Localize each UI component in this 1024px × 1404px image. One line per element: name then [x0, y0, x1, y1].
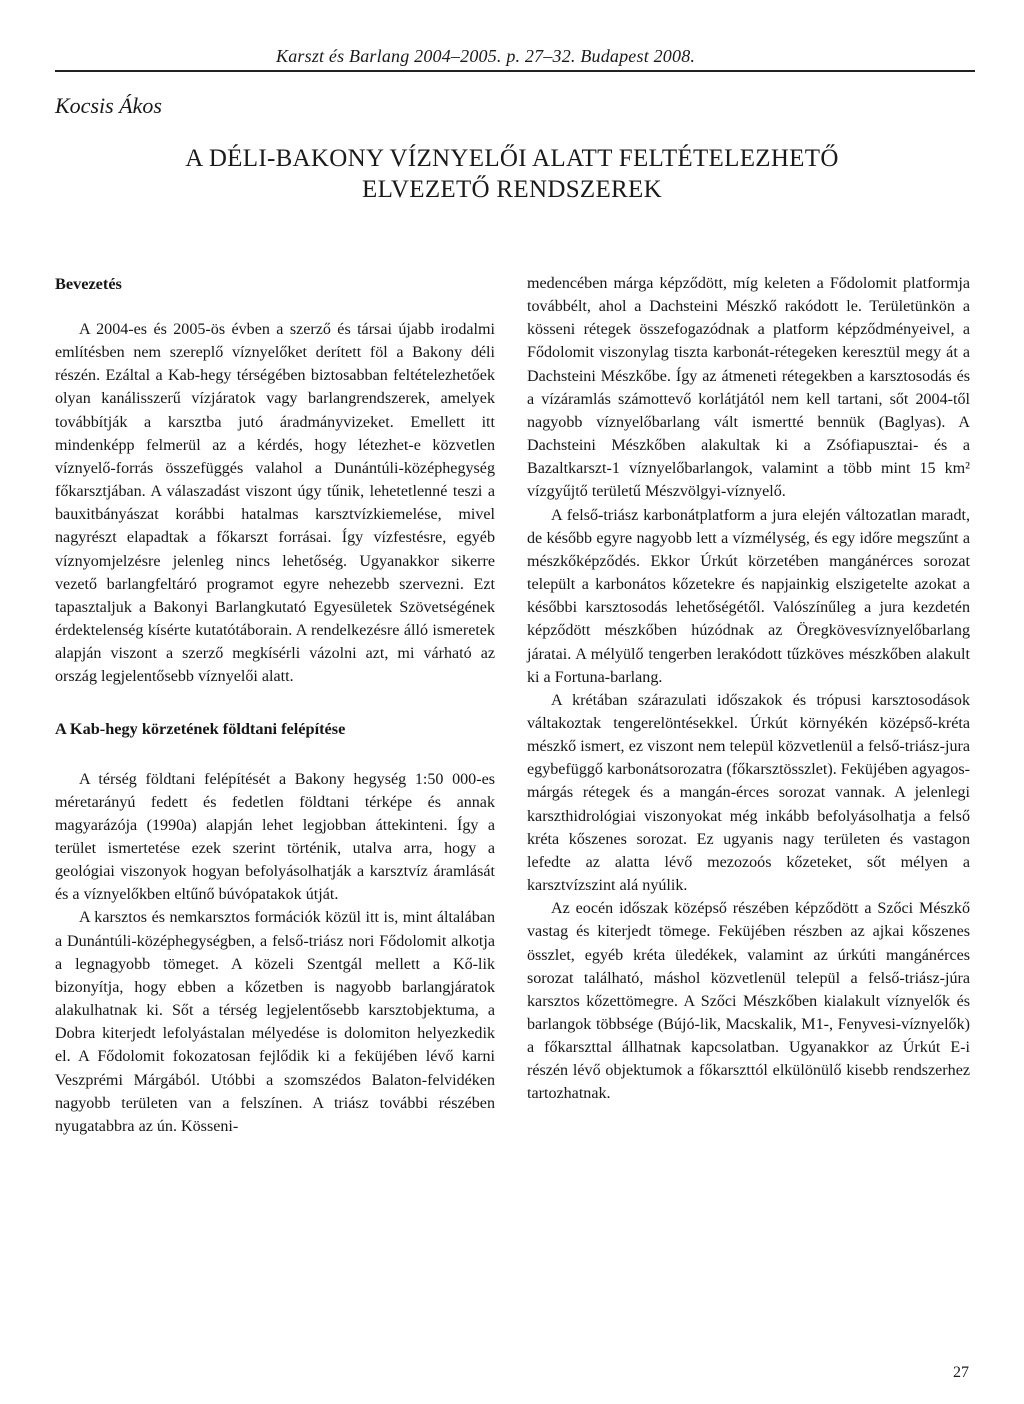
- left-column: [55, 272, 495, 1138]
- paragraph: A felső-triász karbonátplatform a jura elején változatlan maradt, de később egyre nagyobb lett a vízmélység, és egy időre megszűnt a mészkőképződés. Ekkor Úrkút körzetében mangánérces sorozat települt a karbonátos kőzetekre és napjainkig elszigetelte azokat a későbbi karsztosodás lehetőségétől. Valószínűleg a jura kezdetén képződött mészkőben húzódnak az Öregkövesvíznyelőbarlang járatai. A mélyülő tengerben lerakódott tűzköves mészkőben alakult ki a Fortuna-barlang.: [527, 506, 970, 686]
- article-title: [0, 143, 1024, 205]
- paragraph: Az eocén időszak középső részében képződött a Szőci Mészkő vastag és kiterjedt tömege. Feküjében részben az ajkai kőszenes összlet, egyéb kréta üledékek, valamint az úrkúti mangánérces sorozat található, máshol közvetlenül települ a felső-triász-júra karsztos kőzettömegre. A Szőci Mészkőben kialakult víznyelők és barlangok többsége (Bújó-lik, Macskalik, M1-, Fenyvesi-víznyelők) a főkarszttal állhatnak kapcsolatban. Ugyanakkor az Úrkút E-i részén lévő objektumok a főkarszttól elkülönülő kisebb rendszerhez tartozhatnak.: [527, 900, 970, 1103]
- section-heading-geology: A Kab-hegy körzetének földtani felépítése: [55, 718, 346, 738]
- journal-citation: Karszt és Barlang 2004–2005. p. 27–32. Budapest 2008.: [276, 46, 696, 66]
- title-line-1: A DÉLI-BAKONY VÍZNYELŐI ALATT FELTÉTELEZHETŐ: [185, 145, 839, 172]
- author-name: Kocsis Ákos: [55, 93, 162, 118]
- paragraph: A 2004-es és 2005-ös évben a szerző és társai újabb irodalmi említésben nem szereplő víznyelőket derített föl a Bakony déli részén. Ezáltal a Kab-hegy térségében biztosabban feltételezhetőek olyan kanálisszerű vízjáratok vagy barlangrendszerek, amelyek továbbítják a karsztba jutó áradmányvizeket. Emellett itt mindenképp felmerül az a kérdés, hogy létezhet-e közvetlen víznyelő-forrás összefüggés valahol a Dunántúli-középhegység főkarsztjában. A válaszadást viszont úgy tűnik, lehetetlenné teszi a bauxitbányászat korábbi hatalmas karsztvízkiemelése, mivel nagyrészt elapadtak a főkarszt forrásai. Így vízfestésre, egyéb víznyomjelzésre jelenleg nincs lehetőség. Ugyanakkor sikerre vezető barlangfeltáró programot egyre nehezebb szervezni. Ezt tapasztaljuk a Bakonyi Barlangkutató Egyesületek Szövetségének érdektelenség kísérte kutatótáborain. A rendelkezésre álló ismeretek alapján viszont a szerző megkísérli vázolni azt, mi várható az ország legjelentősebb víznyelői alatt.: [55, 321, 495, 686]
- title-line-2: ELVEZETŐ RENDSZEREK: [362, 176, 662, 203]
- paragraph: A karsztos és nemkarsztos formációk közül itt is, mint általában a Dunántúli-középhegységben, a felső-triász nori Fődolomit alkotja a legnagyobb tömeget. A közeli Szentgál mellett a Kő-lik bizonyítja, hogy ebben a kőzetben is nagyobb barlangjáratok alakulhatnak ki. Sőt a térség legjelentősebb karsztobjektuma, a Dobra kiterjedt lefolyástalan mélyedése is dolomiton helyezkedik el. A Fődolomit fokozatosan fejlődik ki a feküjében lévő karni Veszprémi Márgából. Utóbbi a szomszédos Balaton-felvidéken nagyobb területen van a felszínen. A triász további részében nyugatabbra az ún. Kösseni-: [55, 909, 495, 1135]
- paragraph: A térség földtani felépítését a Bakony hegység 1:50 000-es méretarányú fedett és fedetlen földtani térképe és annak magyarázója (1990a) alapján lehet legjobban áttekinteni. Így a terület ismertetése ezek szerint történik, utalva arra, hogy a geológiai viszonyok hogyan befolyásolhatják a karsztvíz áramlását és a víznyelőkben eltűnő búvópatakok útját.: [55, 770, 495, 904]
- paragraph: medencében márga képződött, míg keleten a Fődolomit platformja továbbélt, ahol a Dachsteini Mészkő rakódott le. Területünkön a kösseni rétegek összefogazódnak a platform képződményeivel, a Fődolomit viszonylag tiszta karbonát-rétegeken keresztül megy át a Dachsteini Mészkőbe. Így az átmeneti rétegekben a karsztosodás és a vízáramlás számottevő korlátjától nem kell tartani, sőt 2004-től nagyobb víznyelőbarlang vált ismertté bennük (Baglyas). A Dachsteini Mészkőben alakultak ki a Zsófiapusztai- és a Bazaltkarszt-1 víznyelőbarlangok, valamint a több mint 15 km² vízgyűjtő területű Mészvölgyi-víznyelő.: [527, 275, 970, 501]
- section-heading-introduction: Bevezetés: [55, 274, 122, 293]
- right-column: [527, 272, 970, 1106]
- header-rule: [55, 70, 975, 72]
- page-number: 27: [953, 1364, 969, 1381]
- paragraph: A krétában szárazulati időszakok és trópusi karsztosodások váltakoztak tengerelöntésekkel. Úrkút környékén középső-kréta mészkő ismert, ez viszont nem települ közvetlenül a felső-triász-jura egybefüggő karbonátsorozatra (főkarsztösszlet). Feküjében agyagos-márgás rétegek és a mangán-érces sorozat vannak. A jelenlegi karszthidrológiai viszonyokat még inkább befolyásolhatja a felső kréta kőszenes sorozat. Ez ugyanis nagy területen és vastagon lefedte az alatta lévő mezozoós kőzeteket, sőt mélyen a karsztvízszint alá nyúlik.: [527, 691, 970, 895]
